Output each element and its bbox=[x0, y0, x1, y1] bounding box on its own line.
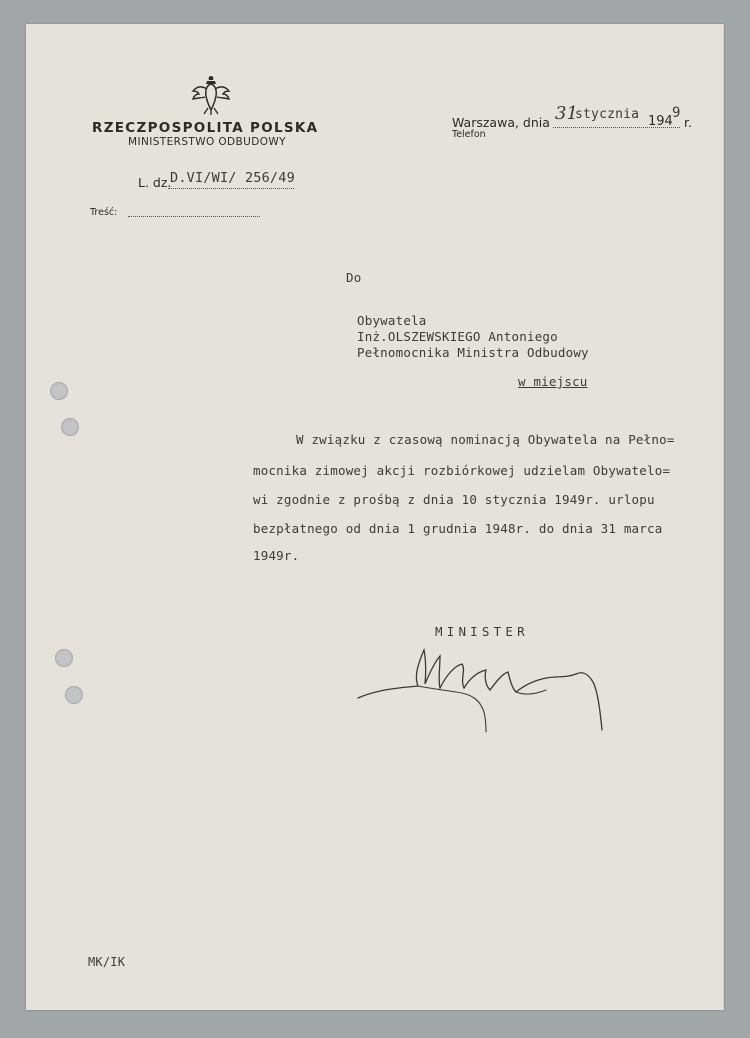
body-line: bezpłatnego od dnia 1 grudnia 1948r. do dnia 31 marca bbox=[253, 521, 663, 536]
punch-hole bbox=[50, 382, 68, 400]
white-eagle-emblem-icon bbox=[190, 72, 232, 116]
dateline-year-prefix: 194 bbox=[648, 114, 673, 129]
paper-sheet bbox=[26, 24, 724, 1010]
address-line: Pełnomocnika Ministra Odbudowy bbox=[357, 345, 589, 360]
dateline-year-digit: 9 bbox=[672, 105, 681, 121]
handwritten-signature-icon bbox=[356, 640, 606, 735]
date-underline bbox=[553, 127, 680, 128]
punch-hole bbox=[55, 649, 73, 667]
body-line: W związku z czasową nominacją Obywatela na Pełno= bbox=[296, 432, 675, 447]
reference-label: L. dz. bbox=[138, 175, 172, 190]
dateline-suffix: r. bbox=[684, 115, 692, 130]
reference-number: D.VI/WI/ 256/49 bbox=[170, 170, 295, 186]
phone-label: Telefon bbox=[452, 129, 486, 140]
body-line: wi zgodnie z prośbą z dnia 10 stycznia 1949r. urlopu bbox=[253, 492, 655, 507]
punch-hole bbox=[61, 418, 79, 436]
subject-label: Treść: bbox=[90, 207, 118, 218]
typist-initials: MK/IK bbox=[88, 955, 126, 969]
subject-line bbox=[128, 216, 260, 217]
body-line: 1949r. bbox=[253, 548, 300, 563]
signature-title: MINISTER bbox=[435, 624, 529, 639]
punch-hole bbox=[65, 686, 83, 704]
address-to: Do bbox=[346, 270, 362, 285]
country-name: RZECZPOSPOLITA POLSKA bbox=[92, 120, 319, 136]
dateline-day: 31 bbox=[555, 103, 578, 124]
dateline-month: stycznia bbox=[575, 107, 640, 122]
ministry-name: MINISTERSTWO ODBUDOWY bbox=[128, 136, 286, 148]
body-line: mocnika zimowej akcji rozbiórkowej udzielam Obywatelo= bbox=[253, 463, 671, 478]
address-line: Inż.OLSZEWSKIEGO Antoniego bbox=[357, 329, 558, 344]
address-place: w miejscu bbox=[518, 374, 588, 389]
dateline-city: Warszawa, dnia bbox=[452, 115, 550, 130]
address-line: Obywatela bbox=[357, 313, 427, 328]
reference-underline bbox=[168, 188, 294, 189]
